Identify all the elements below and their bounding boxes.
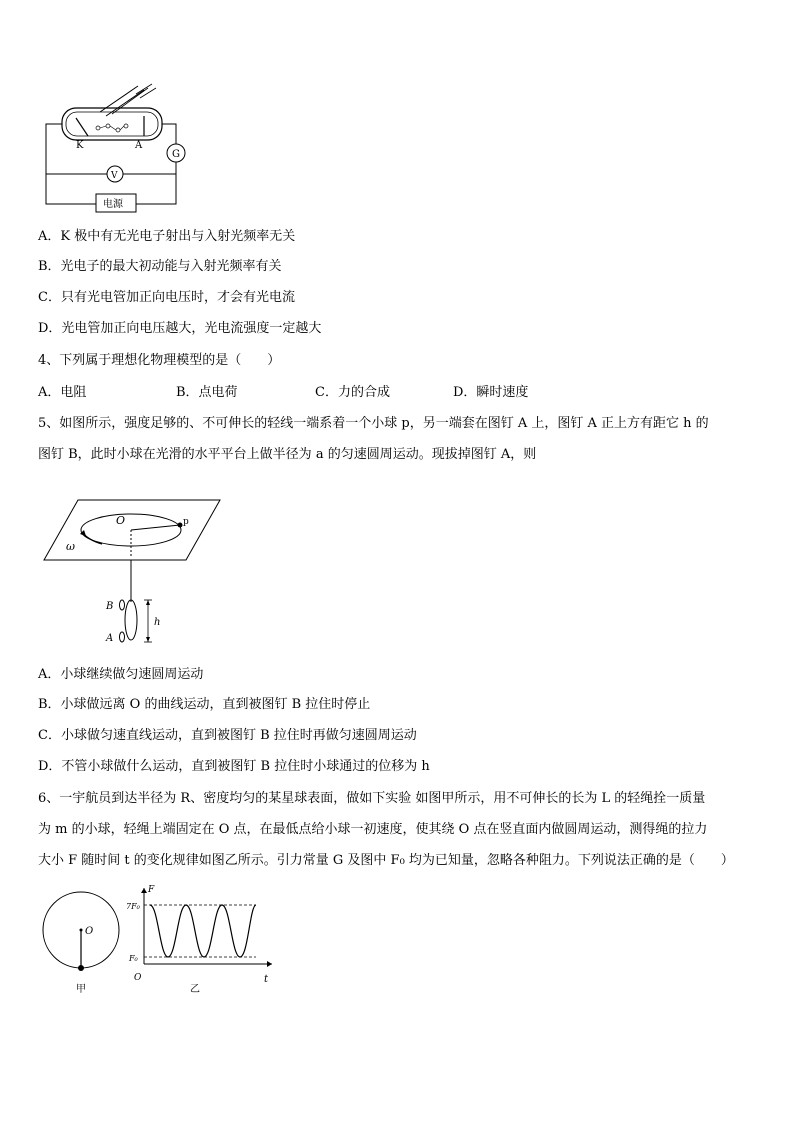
q6-stem-line2: 为 m 的小球，轻绳上端固定在 O 点，在最低点给小球一初速度，使其绕 O 点在竖直面内做圆周运动，测得绳的拉力 xyxy=(38,822,708,837)
label-A: A xyxy=(135,140,143,151)
label-F: F xyxy=(148,885,155,895)
q6-figure-yi xyxy=(124,884,274,994)
label-K: K xyxy=(76,140,84,151)
q5-option-d: D．不管小球做什么运动，直到被图钉 B 拉住时小球通过的位移为 h xyxy=(38,759,430,774)
q3-option-b: B．光电子的最大初动能与入射光频率有关 xyxy=(38,259,282,274)
label-O: O xyxy=(85,926,94,937)
q5-option-c: C．小球做匀速直线运动，直到被图钉 B 拉住时再做匀速圆周运动 xyxy=(38,728,417,743)
q5-stem-line1: 5、如图所示，强度足够的、不可伸长的轻线一端系着一个小球 p，另一端套在图钉 A 上，图钉 A 正上方有距它 h 的 xyxy=(38,416,709,431)
force-time-curve xyxy=(150,905,256,957)
ball-lowest-point xyxy=(78,965,84,971)
photoelectric-circuit-figure xyxy=(40,92,240,212)
label-F0: F₀ xyxy=(129,954,138,963)
label-B: B xyxy=(106,601,114,612)
pin-B xyxy=(120,600,125,610)
q4-option-b: B．点电荷 xyxy=(176,385,238,400)
q3-option-a: A．K 极中有无光电子射出与入射光频率无关 xyxy=(38,229,296,244)
caption-yi: 乙 xyxy=(190,984,200,995)
caption-jia: 甲 xyxy=(76,984,86,995)
phototube-outer xyxy=(62,108,162,140)
label-O: O xyxy=(116,514,126,527)
label-origin: O xyxy=(134,973,142,983)
label-p: p xyxy=(183,517,189,527)
q3-option-c: C．只有光电管加正向电压时，才会有光电流 xyxy=(38,290,295,305)
q5-stem-line2: 图钉 B，此时小球在光滑的水平平台上做半径为 a 的匀速圆周运动。现拔掉图钉 A，则 xyxy=(38,447,537,462)
label-A: A xyxy=(106,633,114,644)
label-V: V xyxy=(111,171,118,181)
label-h: h xyxy=(154,617,161,628)
q5-option-a: A．小球继续做匀速圆周运动 xyxy=(38,667,204,682)
q4-option-c: C．力的合成 xyxy=(315,385,390,400)
q5-option-b: B．小球做远离 O 的曲线运动，直到被图钉 B 拉住时停止 xyxy=(38,697,371,712)
label-7F0: 7F₀ xyxy=(126,902,140,911)
q4-stem: 4、下列属于理想化物理模型的是（ ） xyxy=(38,353,281,368)
label-omega: ω xyxy=(66,540,75,553)
label-power: 电源 xyxy=(103,199,123,210)
q6-stem-line3: 大小 F 随时间 t 的变化规律如图乙所示。引力常量 G 及图中 F₀ 均为已知量，忽略各种阻力。下列说法正确的是（ ） xyxy=(38,853,734,868)
label-t: t xyxy=(264,974,269,985)
ball-p xyxy=(178,523,183,528)
label-G: G xyxy=(172,149,180,160)
q6-stem-line1: 6、一宇航员到达半径为 R、密度均匀的某星球表面，做如下实验 如图甲所示，用不可伸长的长为 L 的轻绳拴一质量 xyxy=(38,791,706,806)
q4-option-d: D．瞬时速度 xyxy=(453,385,529,400)
q4-option-a: A．电阻 xyxy=(38,385,87,400)
string-loop xyxy=(125,600,137,640)
q6-figure-jia xyxy=(40,888,130,998)
q3-option-d: D．光电管加正向电压越大，光电流强度一定越大 xyxy=(38,321,322,336)
pin-A xyxy=(120,632,125,642)
q5-circular-motion-figure xyxy=(44,492,234,652)
